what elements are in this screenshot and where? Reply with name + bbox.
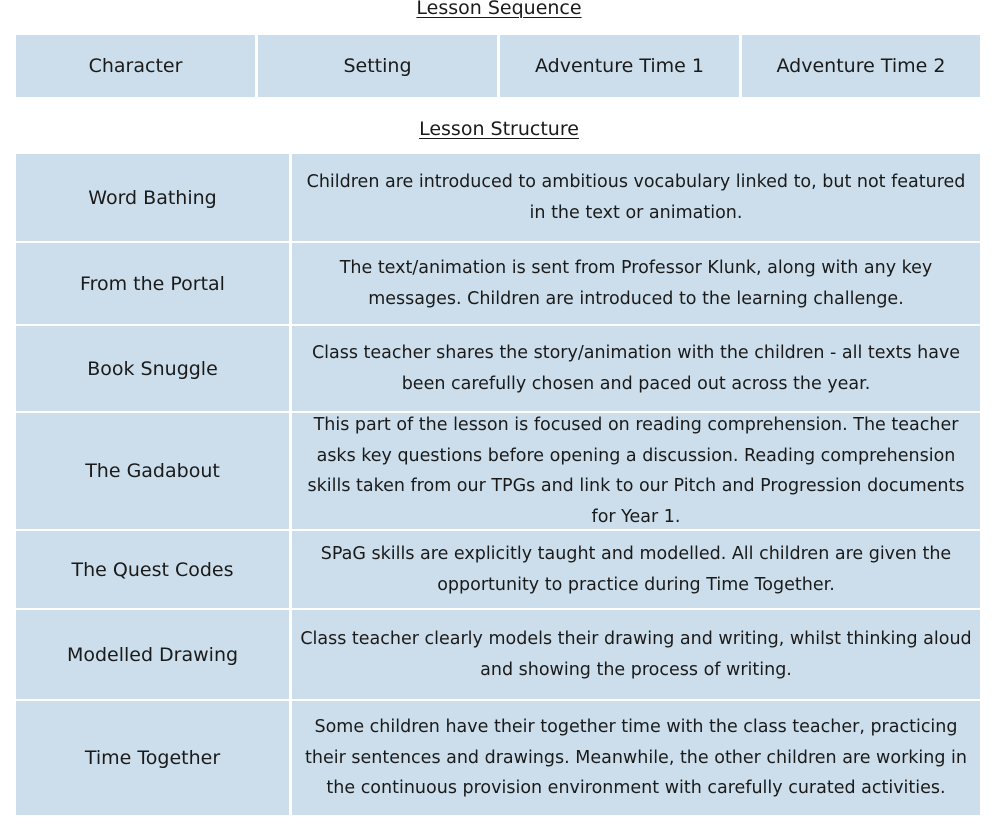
row-description: Some children have their together time with the class teacher, practicing their sentences and drawings. Meanwhile, the other children are working in the continuous provision environment with carefully curated activities. <box>292 701 980 815</box>
row-label: Word Bathing <box>16 154 289 241</box>
row-label: From the Portal <box>16 243 289 324</box>
sequence-cell-character: Character <box>16 35 255 97</box>
row-label: Book Snuggle <box>16 326 289 411</box>
table-row <box>16 243 980 324</box>
lesson-sequence-table <box>16 35 980 97</box>
table-row <box>16 610 980 699</box>
row-description: This part of the lesson is focused on reading comprehension. The teacher asks key questions before opening a discussion. Reading comprehension skills taken from our TPGs and link to our Pitch and Progression documents for Year 1. <box>292 413 980 529</box>
sequence-cell-setting: Setting <box>258 35 497 97</box>
row-label: Modelled Drawing <box>16 610 289 699</box>
row-description: Class teacher shares the story/animation with the children - all texts have been carefully chosen and paced out across the year. <box>292 326 980 411</box>
table-row <box>16 701 980 815</box>
table-row <box>16 154 980 241</box>
row-label: The Gadabout <box>16 413 289 529</box>
row-description: Class teacher clearly models their drawing and writing, whilst thinking aloud and showing the process of writing. <box>292 610 980 699</box>
table-row <box>16 413 980 529</box>
sequence-cell-adventure-time-1: Adventure Time 1 <box>500 35 739 97</box>
lesson-structure-heading: Lesson Structure <box>419 118 579 140</box>
row-description: SPaG skills are explicitly taught and modelled. All children are given the opportunity to practice during Time Together. <box>292 531 980 608</box>
sequence-cell-adventure-time-2: Adventure Time 2 <box>742 35 980 97</box>
row-label: Time Together <box>16 701 289 815</box>
row-description: Children are introduced to ambitious vocabulary linked to, but not featured in the text or animation. <box>292 154 980 241</box>
table-row <box>16 326 980 411</box>
lesson-sequence-heading: Lesson Sequence <box>416 0 582 19</box>
lesson-structure-table <box>16 154 980 815</box>
row-description: The text/animation is sent from Professor Klunk, along with any key messages. Children are introduced to the learning challenge. <box>292 243 980 324</box>
row-label: The Quest Codes <box>16 531 289 608</box>
table-row <box>16 531 980 608</box>
